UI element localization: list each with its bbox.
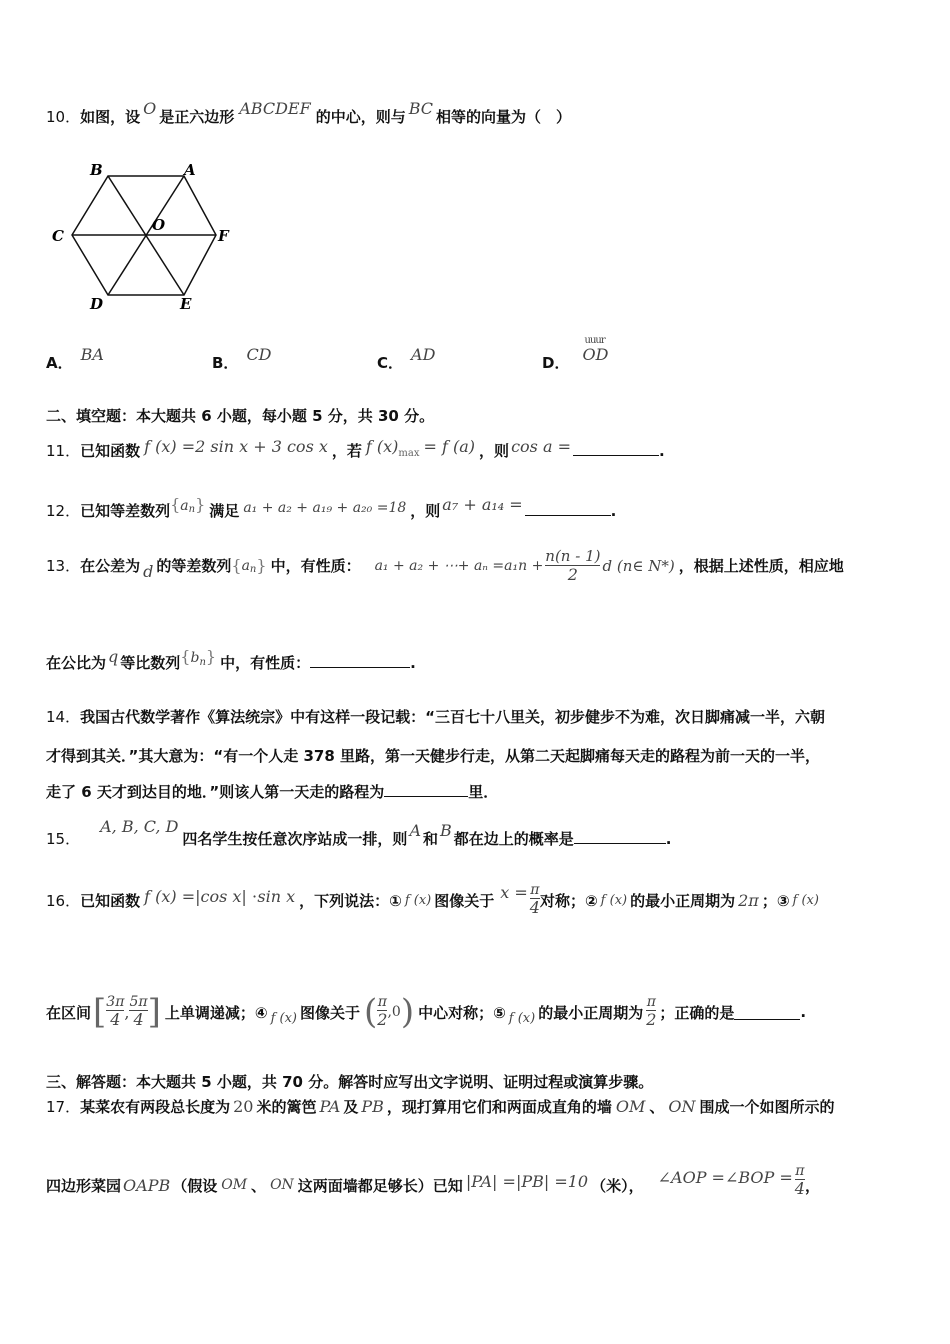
vertex-label-D: D	[90, 295, 104, 313]
option-a[interactable]: A． BA	[46, 345, 104, 372]
answer-blank[interactable]	[525, 501, 611, 516]
answer-blank[interactable]	[734, 1005, 800, 1020]
option-b[interactable]: B． CD	[212, 345, 272, 372]
q14-line-1: 14．我国古代数学著作《算法统宗》中有这样一段记载：“三百七十八里关，初步健步不为难，次日脚痛减一半，六朝	[46, 708, 825, 726]
q16-line-2: 在区间 [ $\frac{3\pi}{4}$ , $\frac{5\pi}{4}$ ] 上单调递减；④ f (x) 图像关于 ( $\frac{\pi}{2}$ ,0 ) 中心对称；⑤ f (x) 的最小正周期为 $\frac{\pi}{2}$ ；正确的是 .	[46, 992, 807, 1032]
answer-blank[interactable]	[574, 829, 666, 844]
hexagon-figure	[44, 158, 244, 318]
vertex-label-F: F	[218, 227, 229, 245]
vertex-label-B: B	[90, 161, 103, 179]
q16-line-1: 16． 已知函数 f (x) =|cos x| ⋅sin x ，下列说法：① f (x) 图像关于 x = $\frac{\pi}{4}$ 对称；② f (x) 的最小正周期为 2π ；③ f (x)	[46, 882, 819, 918]
vertex-label-E: E	[180, 295, 192, 313]
vector-arrow-mark: uuur	[584, 335, 605, 346]
option-c[interactable]: C． AD	[377, 345, 436, 372]
q17-line-1: 17．某菜农有两段总长度为 20 米的篱笆 PA 及 PB ，现打算用它们和两面成直角的墙 OM 、 ON 围成一个如图所示的	[46, 1097, 835, 1116]
q10-line: 10．如图，设 O 是正六边形 ABCDEF 的中心，则与 BC 相等的向量为（ ）	[46, 99, 572, 126]
section-3-heading: 三、解答题：本大题共 5 小题，共 70 分。解答时应写出文字说明、证明过程或演算步骤。	[46, 1073, 654, 1091]
q12-line: 12．已知等差数列$\{a^n\}$ 满足 a₁ + a₂ + a₁₉ + a₂₀ =18 ，则 a₇ + a₁₄ = .	[46, 495, 617, 520]
answer-blank[interactable]	[573, 441, 659, 456]
q14-line-2: 才得到其关．”其大意为：“有一个人走 378 里路，第一天健步行走，从第二天起脚痛每天走的路程为前一天的一半，	[46, 747, 820, 765]
answer-blank[interactable]	[384, 782, 468, 797]
q11-line: 11．已知函数 f (x) =2 sin x + 3 cos x ，若 f (x)max = f (a) ，则 cos a = .	[46, 437, 665, 460]
vertex-label-O: O	[152, 216, 166, 234]
q13-line-2: 在公比为 q 等比数列{bn} 中，有性质： .	[46, 647, 416, 672]
q13-line-1: 13． 在公差为 d 的等差数列 { a n } 中，有性质： a₁ + a₂ + ⋯+ aₙ =a₁n + $\frac{n(n - 1)}{2}$ d (n∈ N*) ，根据上述性质，相应地	[46, 547, 844, 584]
answer-blank[interactable]	[310, 653, 410, 668]
vertex-label-C: C	[52, 227, 64, 245]
q15-line: 15．A, B, C, D四名学生按任意次序站成一排，则 A 和 B 都在边上的概率是 .	[46, 817, 672, 848]
q17-line-2: 四边形菜园 OAPB （假设 OM 、 ON 这两面墙都足够长）已知 |PA| =|PB| =10 （米）， ∠AOP =∠BOP = $\frac{\pi}{4}$ ，	[46, 1163, 820, 1199]
q14-line-3: 走了 6 天才到达目的地．”则该人第一天走的路程为 里．	[46, 783, 499, 801]
question-number: 10．	[46, 108, 81, 126]
option-d[interactable]: D． uuur OD	[542, 335, 609, 372]
section-2-heading: 二、填空题：本大题共 6 小题，每小题 5 分，共 30 分。	[46, 407, 435, 425]
vertex-label-A: A	[184, 161, 196, 179]
